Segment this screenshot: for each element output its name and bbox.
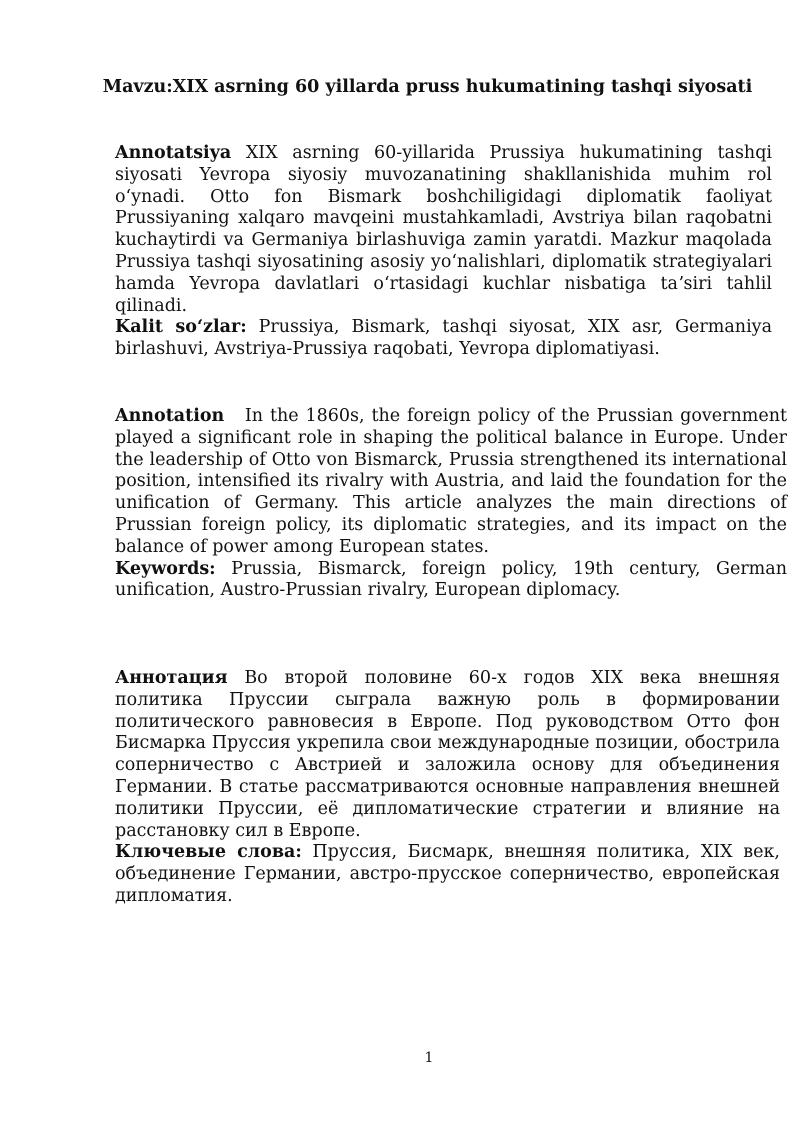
keywords-label: Ключевые слова:: [115, 842, 302, 863]
abstract-label: Аннотация: [115, 668, 228, 688]
keywords-label: Kalit soʻzlar:: [115, 317, 247, 338]
page-number: 1: [424, 1050, 434, 1066]
abstract-section-russian: [115, 668, 780, 908]
keywords-text: Prussia, Bismarck, foreign policy, 19th century, German unification, Austro-Prussian rivalry, European diplomacy.: [115, 558, 787, 601]
keywords-paragraph: [115, 842, 780, 907]
abstract-text: Во второй половине 60-х годов XIX века внешняя политика Пруссии сыграла важную роль в формировании политического равновесия в Европе. Под руководством Отто фон Бисмарка Пруссия укрепила свои международные позиции, обострила соперничество с Австрией и заложила основу для объединения Германии. В статье рассматриваются основные направления внешней политики Пруссии, её дипломатические стратегии и влияние на расстановку сил в Европе.: [115, 668, 780, 841]
abstract-label: Annotatsiya: [115, 143, 232, 163]
abstract-section-english: [115, 406, 787, 602]
abstract-text: XIX asrning 60-yillarida Prussiya hukumatining tashqi siyosati Yevropa siyosiy muvozanatining shakllanishida muhim rol oʻynadi. Otto fon Bismark boshchiligidagi diplomatik faoliyat Prussiyaning xalqaro mavqeini mustahkamladi, Avstriya bilan raqobatni kuchaytirdi va Germaniya birlashuviga zamin yaratdi. Mazkur maqolada Prussiya tashqi siyosatining asosiy yoʻnalishlari, diplomatik strategiyalari hamda Yevropa davlatlari oʻrtasidagi kuchlar nisbatiga taʼsiri tahlil qilinadi.: [115, 143, 772, 316]
abstract-label: Annotation: [115, 406, 225, 426]
keywords-paragraph: [115, 559, 787, 603]
keywords-text: Prussiya, Bismark, tashqi siyosat, XIX asr, Germaniya birlashuvi, Avstriya-Prussiya raqobati, Yevropa diplomatiyasi.: [115, 317, 772, 360]
keywords-label: Keywords:: [115, 558, 216, 579]
abstract-paragraph: [115, 143, 772, 317]
abstract-paragraph: [115, 668, 780, 842]
page-title: Mavzu:XIX asrning 60 yillarda pruss hukumatining tashqi siyosati: [102, 77, 753, 97]
abstract-text: In the 1860s, the foreign policy of the Prussian government played a significant role in shaping the political balance in Europe. Under the leadership of Otto von Bismarck, Prussia strengthened its international position, intensified its rivalry with Austria, and laid the foundation for the unification of Germany. This article analyzes the main directions of Prussian foreign policy, its diplomatic strategies, and its impact on the balance of power among European states.: [115, 406, 787, 557]
abstract-paragraph: [115, 406, 787, 559]
keywords-paragraph: [115, 317, 772, 361]
abstract-section-uzbek: [115, 143, 772, 361]
keywords-text: Пруссия, Бисмарк, внешняя политика, XIX век, объединение Германии, австро-прусское соперничество, европейская дипломатия.: [115, 842, 780, 906]
